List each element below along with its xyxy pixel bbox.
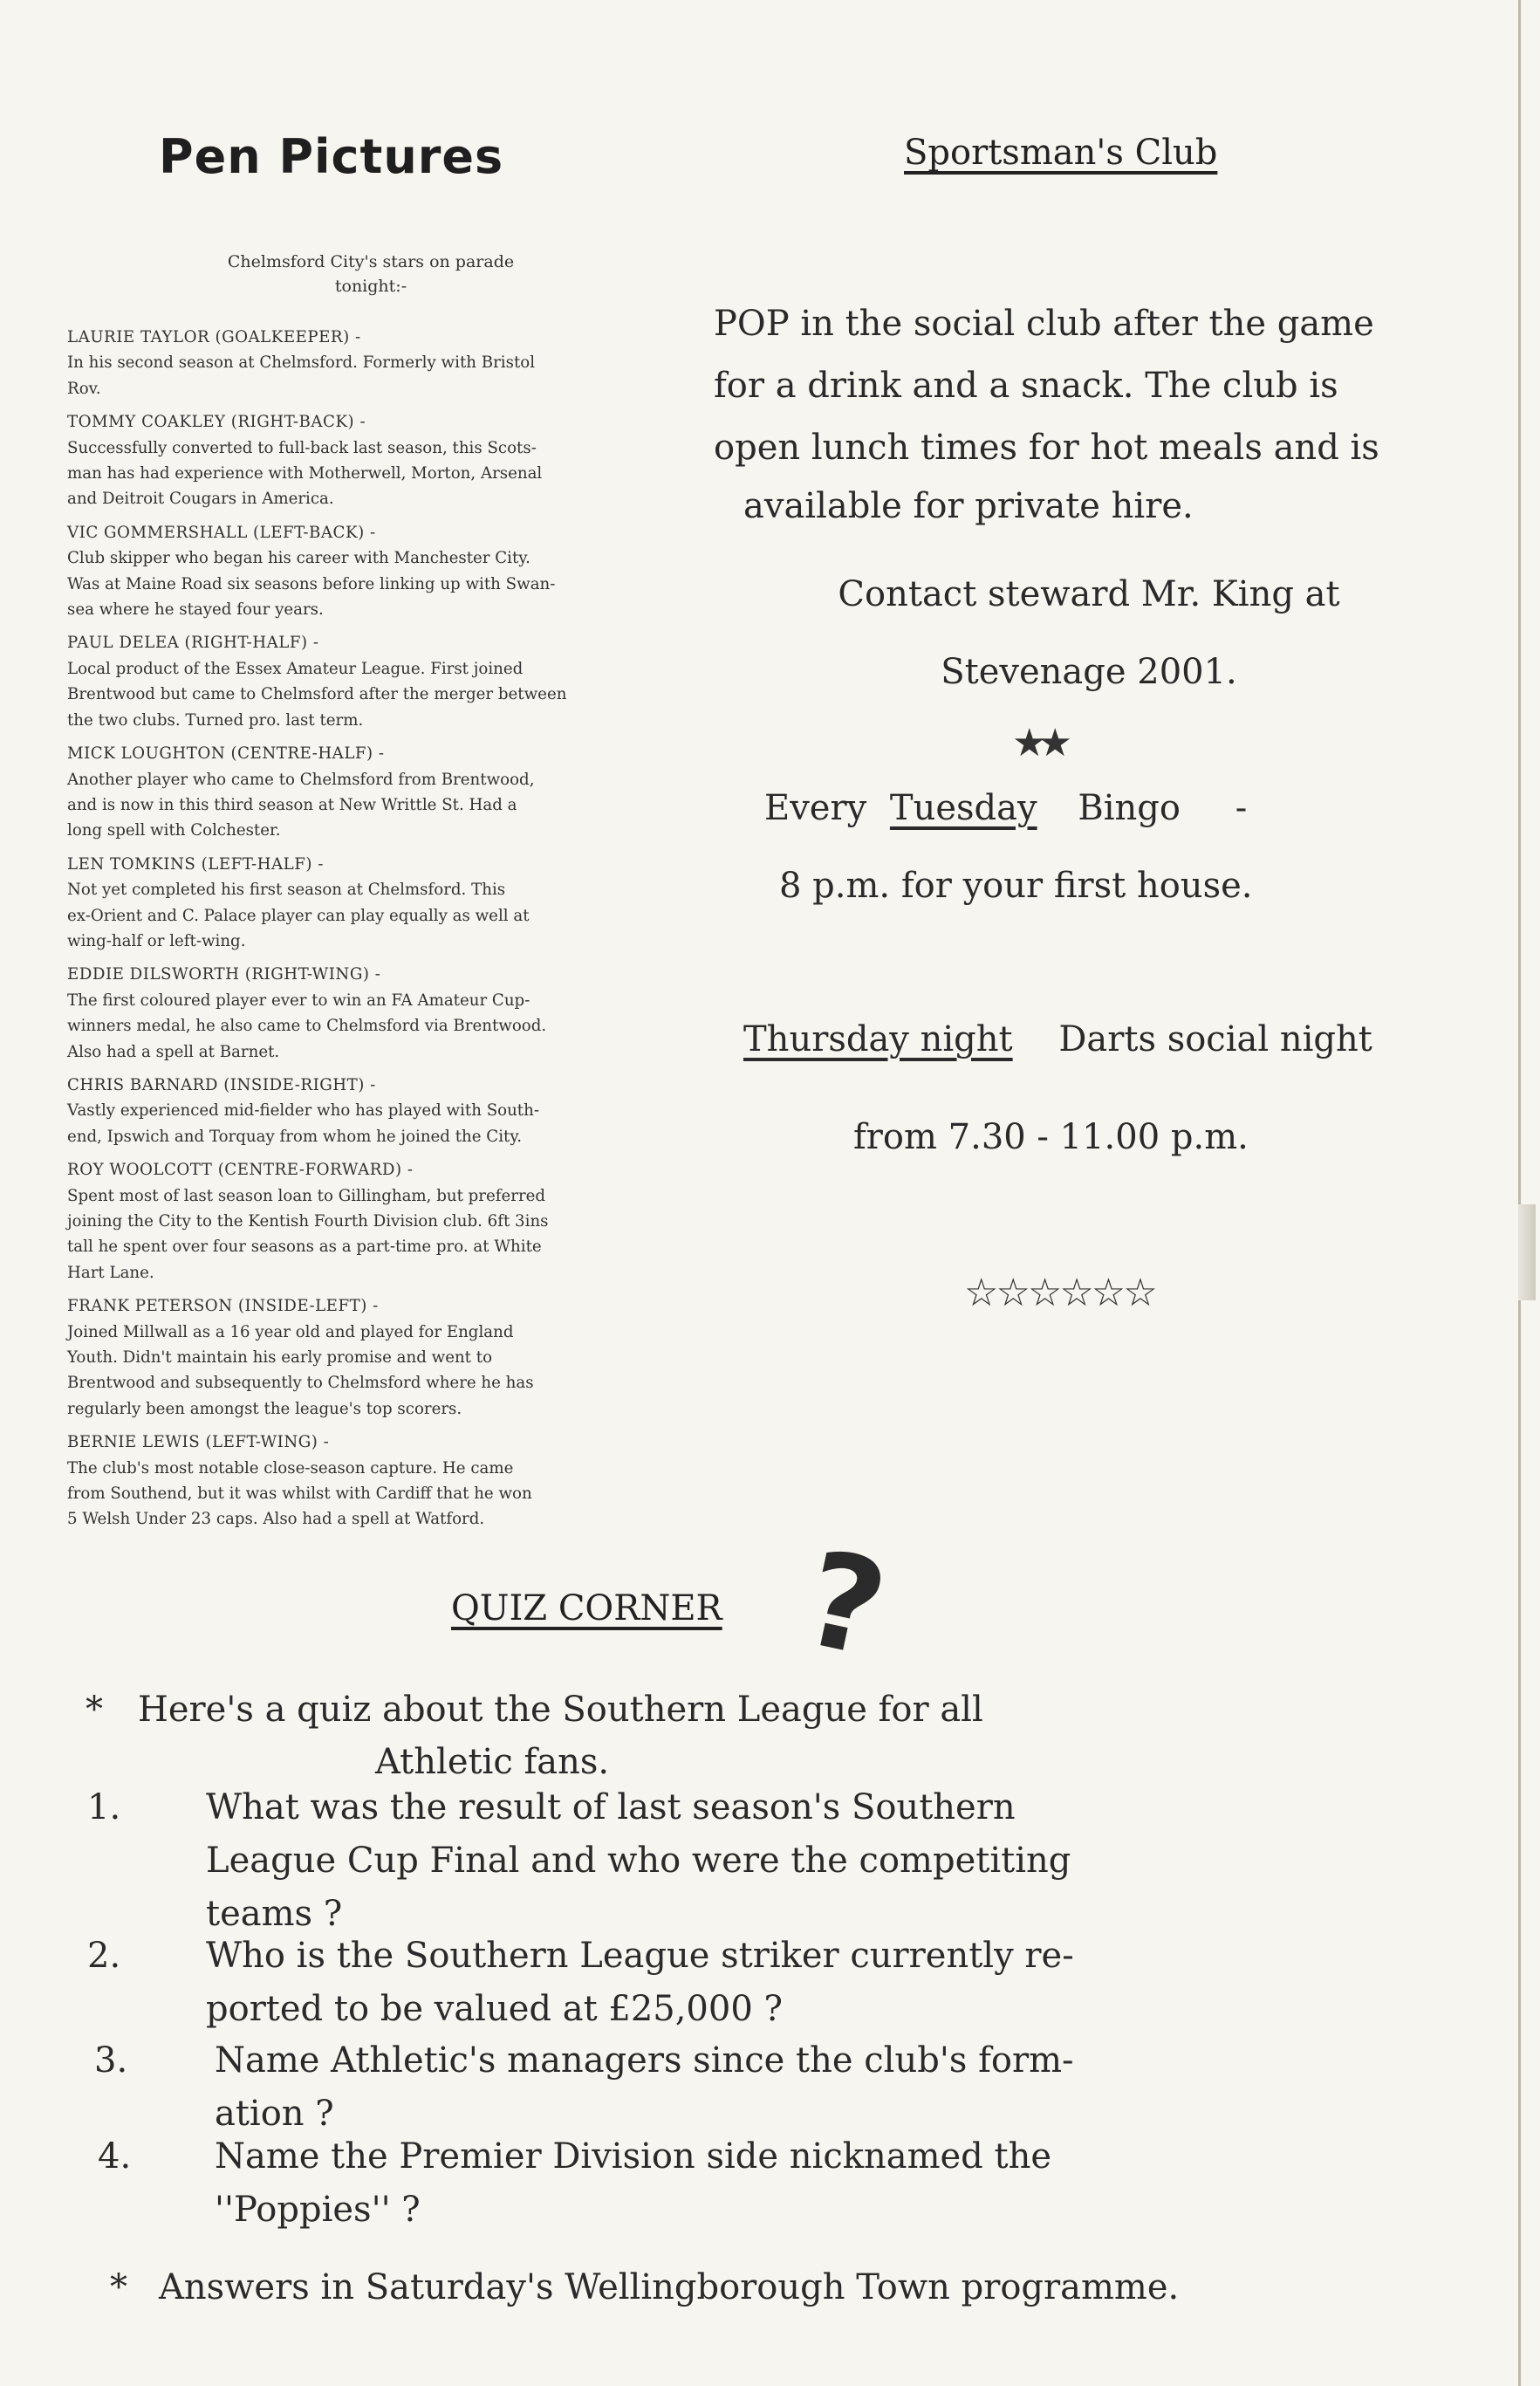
player-heading: TOMMY COAKLEY (RIGHT-BACK) - xyxy=(67,413,366,432)
bingo-line xyxy=(764,788,1247,828)
bingo-time: 8 p.m. for your first house. xyxy=(779,866,1253,906)
intro-line: Chelmsford City's stars on parade xyxy=(227,252,515,271)
player-description-line: Youth. Didn't maintain his early promise and went to xyxy=(67,1348,493,1368)
question-number: 2. xyxy=(87,1936,121,1976)
player-description-line: The first coloured player ever to win an FA Amateur Cup- xyxy=(67,991,530,1010)
player-entry xyxy=(67,852,678,955)
club-para-line: available for private hire. xyxy=(743,486,1194,526)
player-description-line: Club skipper who began his career with Manchester City. xyxy=(67,549,530,568)
question-line: Name the Premier Division side nicknamed the xyxy=(215,2136,1052,2177)
bingo-label: Bingo xyxy=(1078,788,1181,828)
page-fold xyxy=(1518,1204,1536,1300)
player-description-line: from Southend, but it was whilst with Cardiff that he won xyxy=(67,1484,532,1504)
quiz-corner-title: QUIZ CORNER xyxy=(451,1588,722,1628)
player-description-line: end, Ipswich and Torquay from whom he joined the City. xyxy=(67,1127,522,1146)
question-number: 4. xyxy=(98,2136,132,2177)
question-line: ation ? xyxy=(215,2094,334,2134)
player-description-line: Spent most of last season loan to Gillingham, but preferred xyxy=(67,1186,546,1205)
player-description-line: wing-half or left-wing. xyxy=(67,931,246,950)
darts-time: from 7.30 - 11.00 p.m. xyxy=(853,1117,1249,1157)
club-para-line: open lunch times for hot meals and is xyxy=(714,428,1379,468)
question-line: ported to be valued at £25,000 ? xyxy=(206,1989,783,2029)
darts-line xyxy=(743,1019,1372,1059)
question-line: Name Athletic's managers since the club's form- xyxy=(215,2040,1074,2081)
darts-day: Thursday night xyxy=(743,1019,1013,1059)
player-heading: VIC GOMMERSHALL (LEFT-BACK) - xyxy=(67,523,376,542)
player-description-line: Brentwood but came to Chelmsford after the merger between xyxy=(67,685,567,704)
contact-line: Contact steward Mr. King at xyxy=(838,574,1340,614)
player-description-line: joining the City to the Kentish Fourth Division club. 6ft 3ins xyxy=(67,1212,549,1231)
page-edge xyxy=(1518,0,1521,2386)
player-entry xyxy=(67,520,678,623)
player-description-line: regularly been amongst the league's top scorers. xyxy=(67,1399,462,1418)
player-description-line: 5 Welsh Under 23 caps. Also had a spell at Watford. xyxy=(67,1510,485,1529)
player-heading: PAUL DELEA (RIGHT-HALF) - xyxy=(67,634,319,653)
player-heading: BERNIE LEWIS (LEFT-WING) - xyxy=(67,1433,330,1452)
bingo-every: Every xyxy=(764,788,867,828)
player-heading: LEN TOMKINS (LEFT-HALF) - xyxy=(67,854,324,874)
six-stars-ornament: ☆☆☆☆☆☆ xyxy=(964,1271,1155,1315)
player-description-line: man has had experience with Motherwell, Morton, Arsenal xyxy=(67,464,543,483)
bingo-dash: - xyxy=(1235,788,1248,828)
player-description-line: Joined Millwall as a 16 year old and played for England xyxy=(67,1322,514,1341)
bingo-day: Tuesday xyxy=(889,788,1037,828)
player-heading: LAURIE TAYLOR (GOALKEEPER) - xyxy=(67,328,361,346)
player-heading: FRANK PETERSON (INSIDE-LEFT) - xyxy=(67,1297,379,1316)
player-description-line: and is now in this third season at New Writtle St. Had a xyxy=(67,795,517,814)
player-entry xyxy=(67,1073,678,1149)
player-description-line: Local product of the Essex Amateur League. First joined xyxy=(67,659,524,678)
answers-star: * xyxy=(110,2267,127,2307)
contact-phone: Stevenage 2001. xyxy=(941,652,1237,692)
player-description-line: Was at Maine Road six seasons before linking up with Swan- xyxy=(67,574,556,593)
sportsmans-club-title: Sportsman's Club xyxy=(904,133,1218,173)
pen-pictures-intro xyxy=(192,250,550,298)
two-stars-ornament: ★★ xyxy=(1012,721,1064,765)
player-description-line: long spell with Colchester. xyxy=(67,821,281,840)
question-line: What was the result of last season's Southern xyxy=(206,1787,1016,1827)
player-heading: EDDIE DILSWORTH (RIGHT-WING) - xyxy=(67,965,381,984)
player-description-line: and Deitroit Cougars in America. xyxy=(67,490,334,509)
player-description-line: ex-Orient and C. Palace player can play equally as well at xyxy=(67,906,530,925)
player-entry xyxy=(67,1157,678,1286)
question-line: Who is the Southern League striker currently re- xyxy=(206,1936,1074,1976)
player-description-line: In his second season at Chelmsford. Formerly with Bristol xyxy=(67,353,536,373)
player-heading: MICK LOUGHTON (CENTRE-HALF) - xyxy=(67,744,385,764)
pen-pictures-title: Pen Pictures xyxy=(159,129,504,184)
player-description-line: Vastly experienced mid-fielder who has played with South- xyxy=(67,1101,539,1121)
quiz-intro-line: Here's a quiz about the Southern League for all xyxy=(138,1690,983,1730)
club-paragraph xyxy=(714,293,1499,703)
player-description-line: Also had a spell at Barnet. xyxy=(67,1042,280,1061)
player-list xyxy=(67,325,678,1540)
player-description-line: The club's most notable close-season capture. He came xyxy=(67,1458,514,1478)
player-entry xyxy=(67,962,678,1065)
player-description-line: Not yet completed his first season at Chelmsford. This xyxy=(67,881,506,900)
club-para-line: POP in the social club after the game xyxy=(714,304,1374,344)
player-description-line: Successfully converted to full-back last season, this Scots- xyxy=(67,438,537,457)
question-mark-icon: ? xyxy=(791,1522,899,1688)
player-description-line: Hart Lane. xyxy=(67,1263,154,1282)
player-description-line: tall he spent over four seasons as a part-time pro. at White xyxy=(67,1238,542,1257)
player-description-line: sea where he stayed four years. xyxy=(67,600,324,620)
club-para-line: for a drink and a snack. The club is xyxy=(714,366,1338,406)
player-entry xyxy=(67,630,678,733)
player-description-line: winners medal, he also came to Chelmsford via Brentwood. xyxy=(67,1017,547,1036)
intro-line: tonight:- xyxy=(334,277,407,296)
question-line: League Cup Final and who were the competiting xyxy=(206,1841,1071,1881)
player-description-line: Rov. xyxy=(67,379,101,398)
quiz-intro-line: Athletic fans. xyxy=(375,1742,610,1782)
player-entry xyxy=(67,325,678,401)
player-entry xyxy=(67,1430,678,1532)
player-description-line: the two clubs. Turned pro. last term. xyxy=(67,710,364,730)
player-heading: CHRIS BARNARD (INSIDE-RIGHT) - xyxy=(67,1075,376,1094)
question-line: ''Poppies'' ? xyxy=(215,2190,421,2230)
player-description-line: Brentwood and subsequently to Chelmsford where he has xyxy=(67,1374,534,1393)
player-heading: ROY WOOLCOTT (CENTRE-FORWARD) - xyxy=(67,1161,414,1180)
player-entry xyxy=(67,1293,678,1422)
darts-label: Darts social night xyxy=(1058,1019,1372,1059)
question-line: teams ? xyxy=(206,1894,343,1934)
player-entry xyxy=(67,409,678,512)
quiz-intro-star: * xyxy=(86,1690,103,1730)
player-entry xyxy=(67,741,678,844)
answers-line: Answers in Saturday's Wellingborough Town programme. xyxy=(159,2267,1180,2307)
player-description-line: Another player who came to Chelmsford from Brentwood, xyxy=(67,770,535,789)
question-number: 1. xyxy=(87,1787,121,1827)
question-number: 3. xyxy=(94,2040,128,2081)
